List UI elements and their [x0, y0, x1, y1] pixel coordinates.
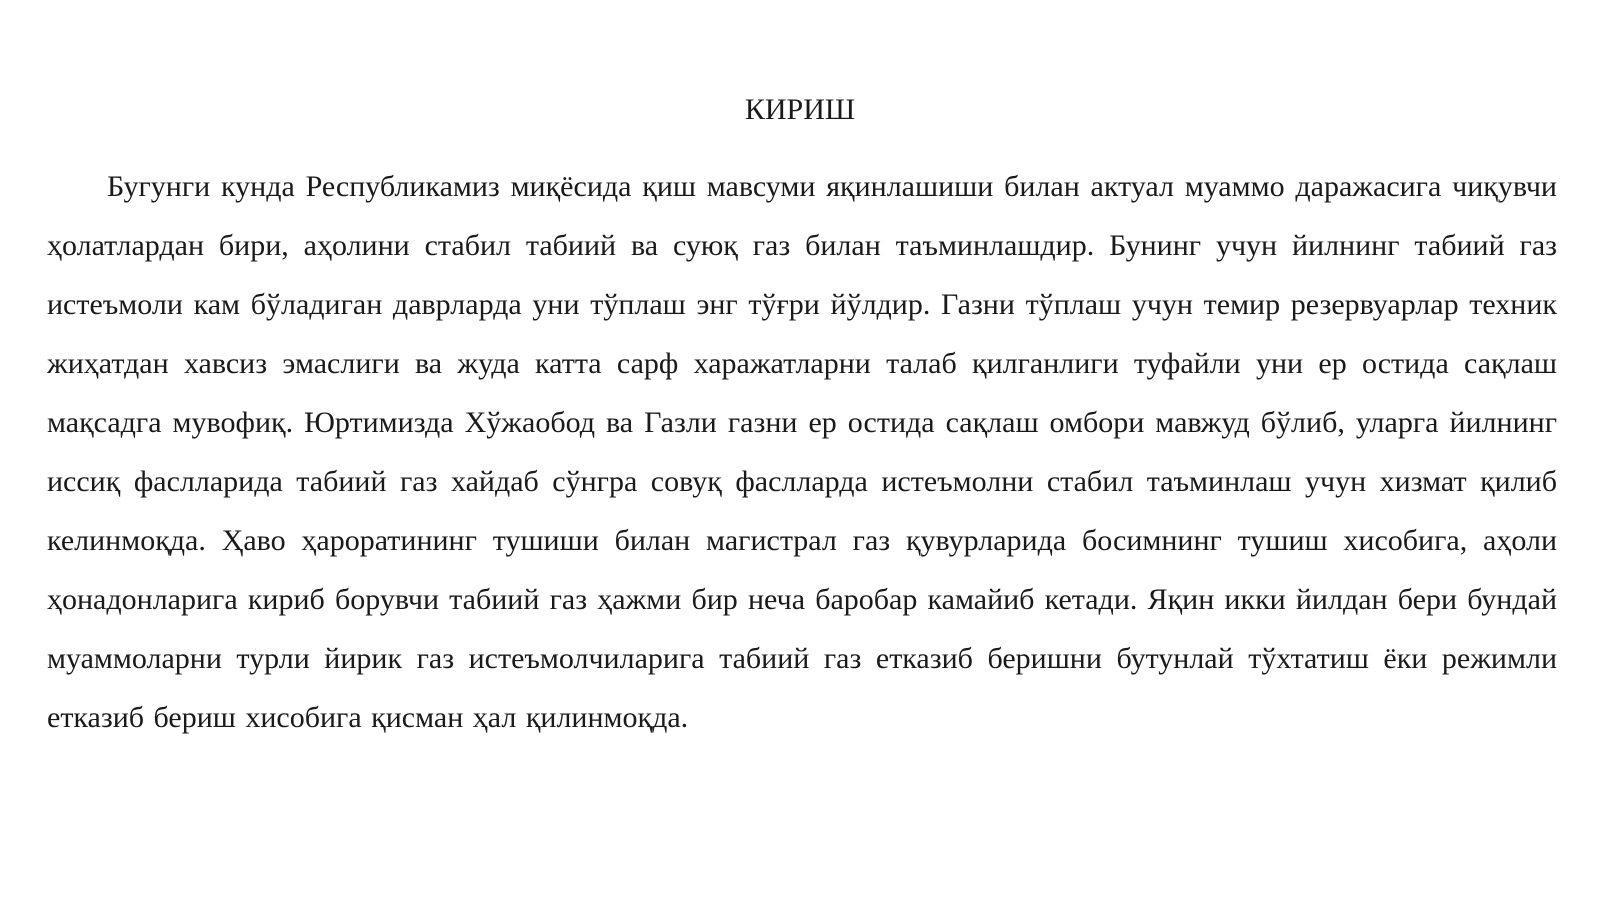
- document-title: КИРИШ: [744, 93, 856, 126]
- document-paragraph: Бугунги кунда Республикамиз миқёсида қиш мавсуми яқинлашиши билан актуал муаммо даражасига чиқувчи ҳолатлардан бири, аҳолини стабил табиий ва суюқ газ билан таъминлашдир. Бунинг учун йилнинг табиий газ истеъмоли кам бўладиган даврларда уни тўплаш энг тўғри йўлдир. Газни тўплаш учун темир резервуарлар техник жиҳатдан хавсиз эмаслиги ва жуда катта сарф харажатларни талаб қилганлиги туфайли уни ер остида сақлаш мақсадга мувофиқ. Юртимизда Хўжаобод ва Газли газни ер остида сақлаш омбори мавжуд бўлиб, уларга йилнинг иссиқ фаслларида табиий газ хайдаб сўнгра совуқ фаслларда истеъмолни стабил таъминлаш учун хизмат қилиб келинмоқда. Ҳаво ҳароратининг тушиши билан магистрал газ қувурларида босимнинг тушиш хисобига, аҳоли ҳонадонларига кириб борувчи табиий газ ҳажми бир неча баробар камайиб кетади. Яқин икки йилдан бери бундай муаммоларни турли йирик газ истеъмолчиларига табиий газ етказиб беришни бутунлай тўхтатиш ёки режимли етказиб бериш хисобига қисман ҳал қилинмоқда.: [47, 170, 1557, 734]
